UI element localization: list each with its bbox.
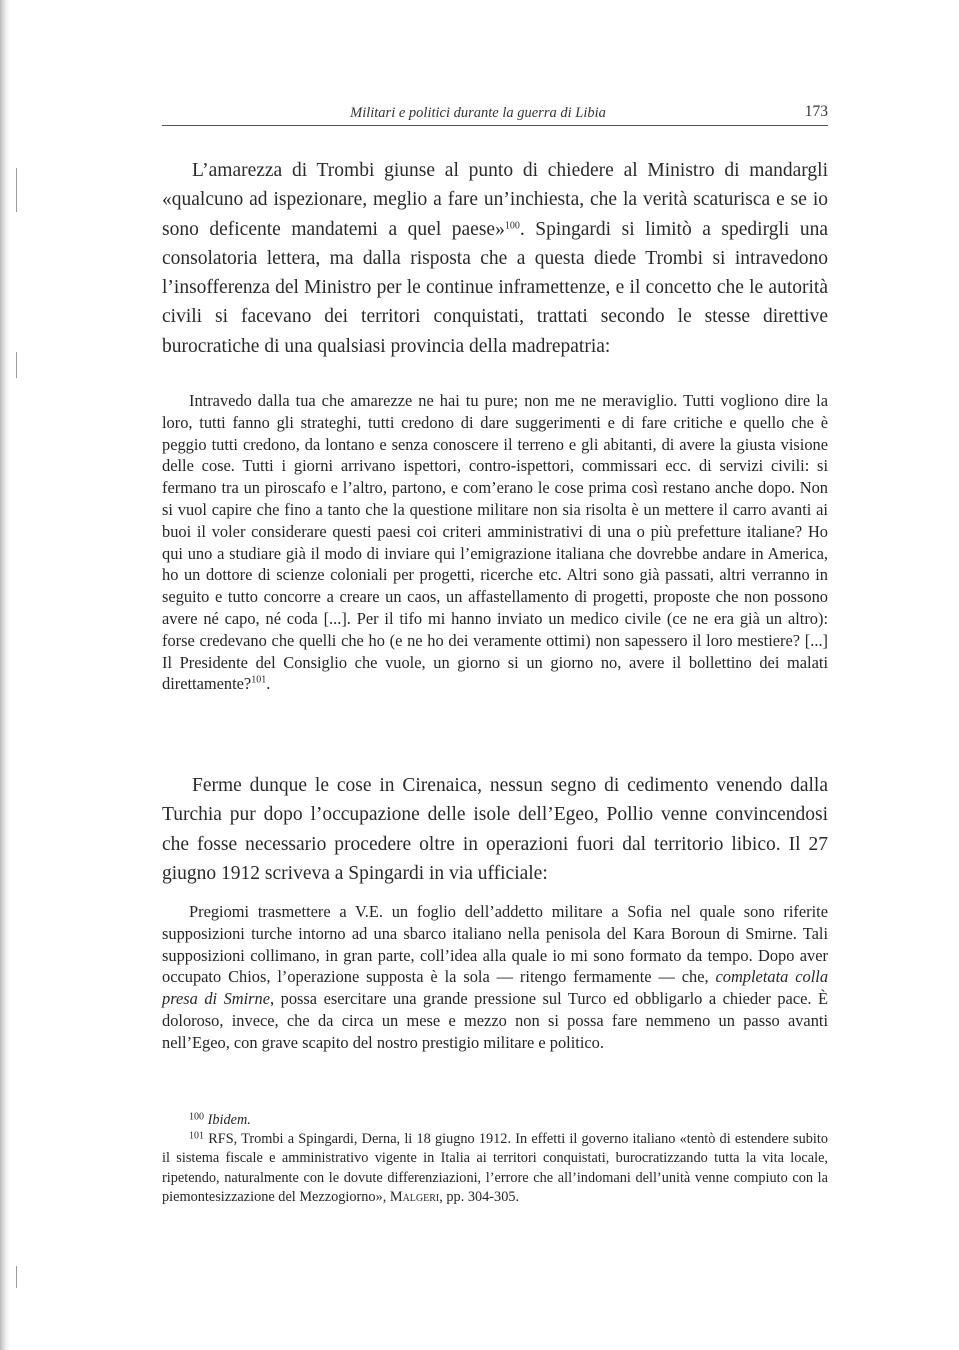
running-header [162,103,828,126]
quote-text: , possa esercitare una grande pressione sul Turco ed obbligarlo a chieder pace. È doloroso, invece, che da circa un mese e mezzo non si possa fare nemmeno un passo avanti nell’Egeo, con grave scapito del nostro prestigio militare e politico. [162,989,828,1052]
footnote-italic: Ibidem. [207,1112,251,1128]
quote-text: Pregiomi trasmettere a V.E. un foglio dell’addetto militare a Sofia nel quale sono riferite supposizioni turche intorno ad una sbarco italiano nella penisola del Kara Boroun di Smirne. Tali supposizioni collimano, in gran parte, coll’idea alla quale io mi sono formato da tempo. Dopo aver occupato Chios, l’operazione supposta è la sola — ritengo fermamente — che, [162,902,828,987]
paragraph-text: L’amarezza di Trombi giunse al punto di chiedere al Ministro di mandargli «qualcuno ad ispezionare, meglio a fare un’inchiesta, che la verità scaturisca e se io sono deficente mandatemi a quel paese» [162,160,828,240]
footnote-ref-100[interactable]: 100 [504,220,520,232]
scan-artifact-mark [16,168,17,212]
footnote-number: 101 [189,1130,204,1142]
quote-text: Intravedo dalla tua che amarezze ne hai tu pure; non me ne meraviglio. Tutti vogliono dire la loro, tutti fanno gli strateghi, tutti credono di dare suggerimenti e di fare critiche e quello che è peggio tutti credono, da lontano e senza conoscere il terreno e gli abitanti, di avere la giusta visione delle cose. Tutti i giorni arrivano ispettori, contro-ispettori, commissari ecc. di servizi civili: si fermano tra un piroscafo e l’altro, partono, e com’erano le cose prima così restano anche dopo. Non si vuol capire che fino a tanto che la questione militare non sia risolta è un mettere il carro avanti ai buoi il voler considerare questi paesi coi criteri amministrativi di una o più prefetture italiane? Ho qui uno a studiare già il modo di inviare qui l’emigrazione italiana che dovrebbe andare in America, ho un dottore di scienze coloniali per progetti, ricerche etc. Altri sono già passati, altri verranno in seguito e tutto concorre a creare un caos, un affastellamento di progetti, proposte che non possono avere né capo, né coda [...]. Per il tifo mi hanno inviato un medico civile (ce ne era già un altro): forse credevano che quelli che ho (e ne ho dei veramente ottimi) non sapessero il loro mestiere? [...] Il Presidente del Consiglio che vuole, un giorno si un giorno no, avere il bollettino dei malati direttamente? [162,391,828,694]
footnote-101 [162,1130,828,1207]
paragraph-text: Ferme dunque le cose in Cirenaica, nessun segno di cedimento venendo dalla Turchia pur dopo l’occupazione delle isole dell’Egeo, Pollio venne convincendosi che fosse necessario procedere oltre in operazioni fuori dal territorio libico. Il 27 giugno 1912 scriveva a Spingardi in via ufficiale: [162,775,828,884]
quote-italic-phrase: completata colla presa di Smirne [162,967,829,1009]
body-paragraph-1 [162,156,828,361]
footnote-number: 100 [189,1111,204,1123]
footnote-text: RFS, Trombi a Spingardi, Derna, li 18 giugno 1912. In effetti il governo italiano «tentò di estendere subito il sistema fiscale e amministrativo vigente in Italia ai territori conquistati, burocratizzando tutta la vita locale, ripetendo, naturalmente con le dovute differenziazioni, l’errore che all’indomani dell’unità venne compiuto con la piemontesizzazione del Mezzogiorno», [162,1131,828,1205]
footnote-100 [162,1111,828,1130]
scan-artifact-mark [16,352,17,378]
footnote-pages: , pp. 304-305. [439,1188,520,1205]
block-quote-1 [162,390,828,695]
paragraph-text: . Spingardi si limitò a spedirgli una consolatoria lettera, ma dalla risposta che a questa diede Trombi si intravedono l’insofferenza del Ministro per le continue inframettenze, e il concetto che le autorità civili si facevano dei territori conquistati, trattati secondo le stesse direttive burocratiche di una qualsiasi provincia della madrepatria: [162,218,828,357]
footnotes [162,1111,828,1207]
scan-artifact-mark [16,1266,17,1288]
footnote-author: Malgeri [389,1188,440,1205]
body-paragraph-2 [162,771,828,888]
quote-text: . [266,674,271,694]
running-title: Militari e politici durante la guerra di Libia [350,105,606,121]
block-quote-2 [162,901,828,1054]
footnote-ref-101[interactable]: 101 [251,674,267,686]
scan-shadow-edge [0,0,10,1350]
page-number: 173 [804,103,828,120]
